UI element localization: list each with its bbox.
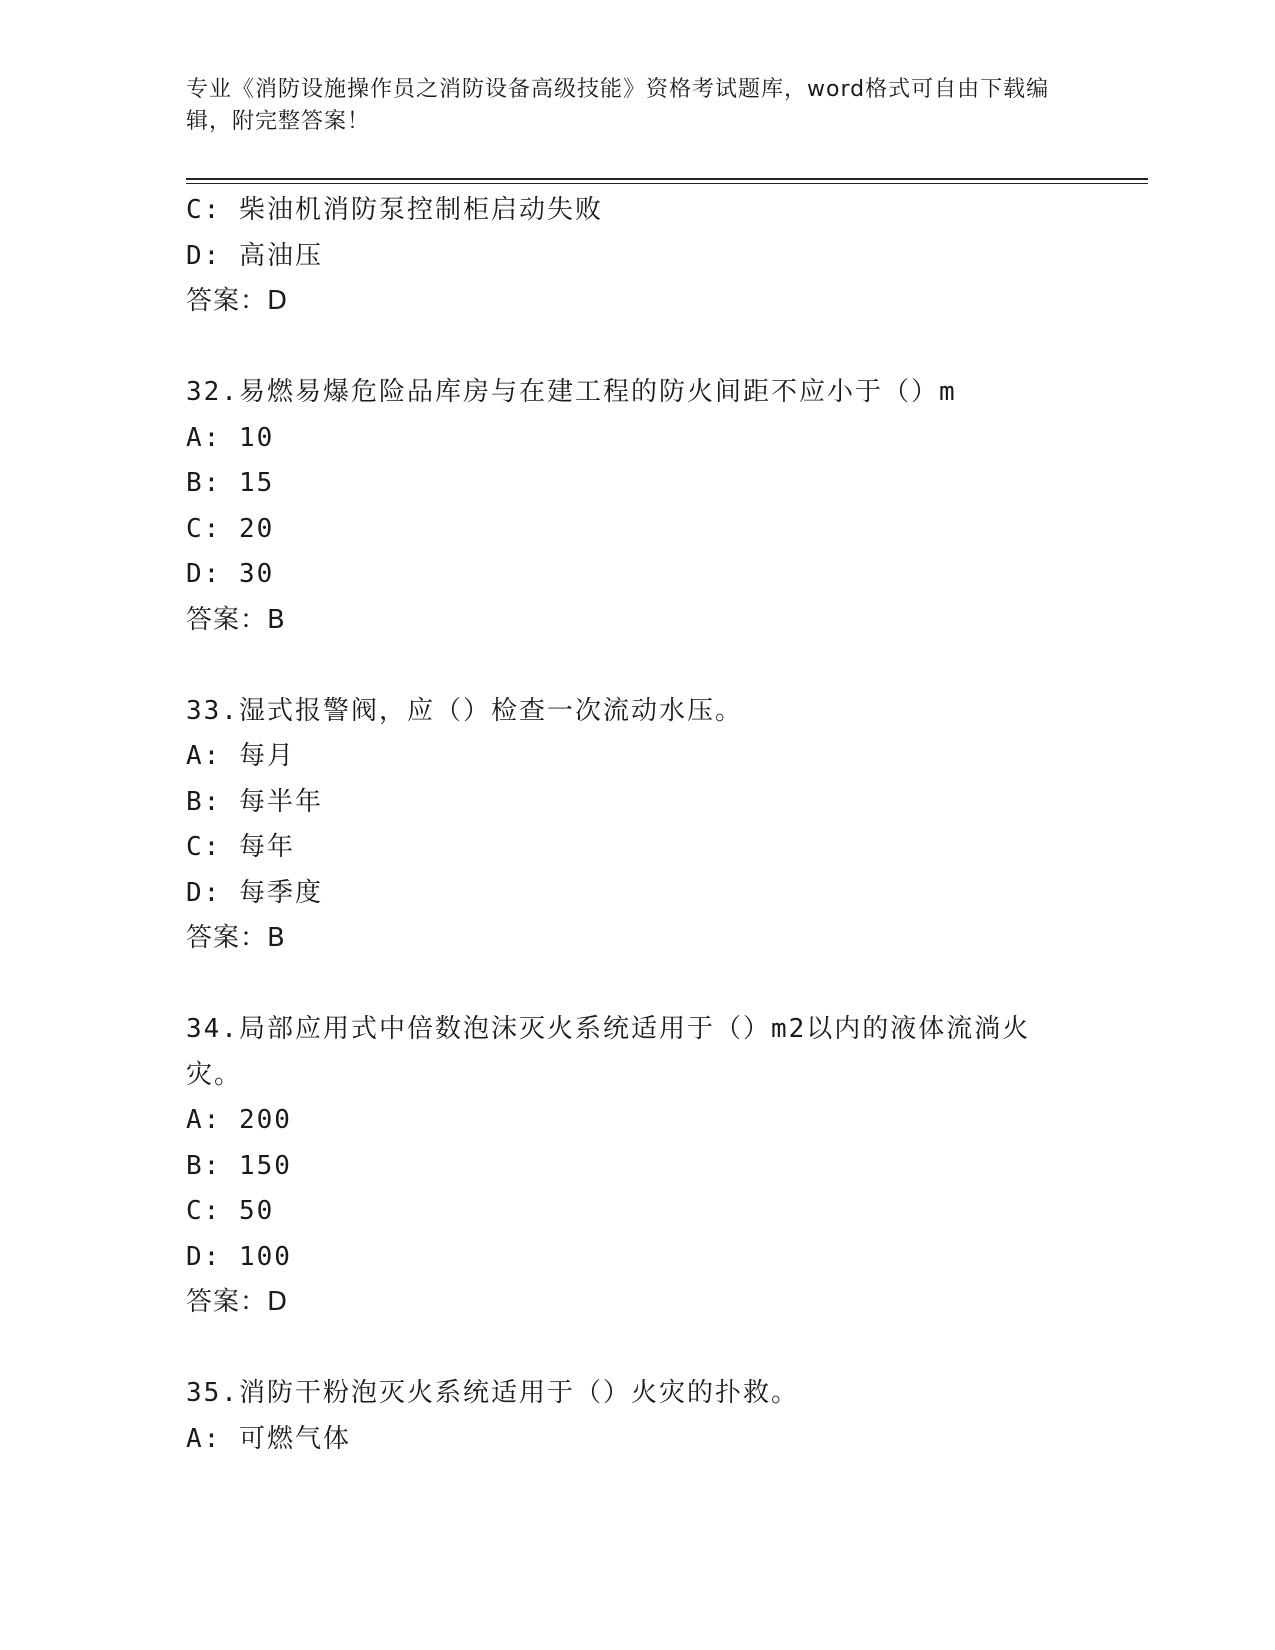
option-a: A: 每月 — [186, 741, 295, 771]
header-divider — [186, 178, 1148, 184]
answer-line: 答案：D — [186, 1287, 289, 1317]
option-d: D: 30 — [186, 559, 275, 589]
option-b: B: 15 — [186, 468, 275, 498]
option-b: B: 每半年 — [186, 786, 323, 817]
question-stem: 32.易燃易爆危险品库房与在建工程的防火间距不应小于（）m — [186, 377, 957, 407]
option-d: D: 高油压 — [186, 240, 323, 271]
option-b: B: 150 — [186, 1150, 292, 1181]
option-a: A: 10 — [186, 422, 275, 453]
answer-line: 答案：B — [186, 923, 286, 953]
option-c: C: 柴油机消防泵控制柜启动失败 — [186, 195, 603, 225]
answer-line: 答案：B — [186, 604, 286, 635]
answer-line: 答案：D — [186, 286, 289, 316]
question-stem: 35.消防干粉泡灭火系统适用于（）火灾的扑救。 — [186, 1378, 799, 1408]
option-d: D: 每季度 — [186, 877, 323, 908]
option-d: D: 100 — [186, 1241, 292, 1272]
page-header: 专业《消防设施操作员之消防设备高级技能》资格考试题库，word格式可自由下载编辑，附完整答案！ — [186, 77, 1050, 134]
option-a: A: 200 — [186, 1105, 292, 1135]
option-a: A: 可燃气体 — [186, 1423, 351, 1454]
question-stem: 33.湿式报警阀，应（）检查一次流动水压。 — [186, 695, 743, 726]
option-c: C: 50 — [186, 1196, 275, 1226]
question-list — [186, 188, 1146, 1462]
option-c: C: 20 — [186, 513, 275, 544]
question-stem: 34.局部应用式中倍数泡沫灭火系统适用于（）m2以内的液体流淌火灾。 — [186, 1014, 1031, 1090]
option-c: C: 每年 — [186, 832, 295, 862]
